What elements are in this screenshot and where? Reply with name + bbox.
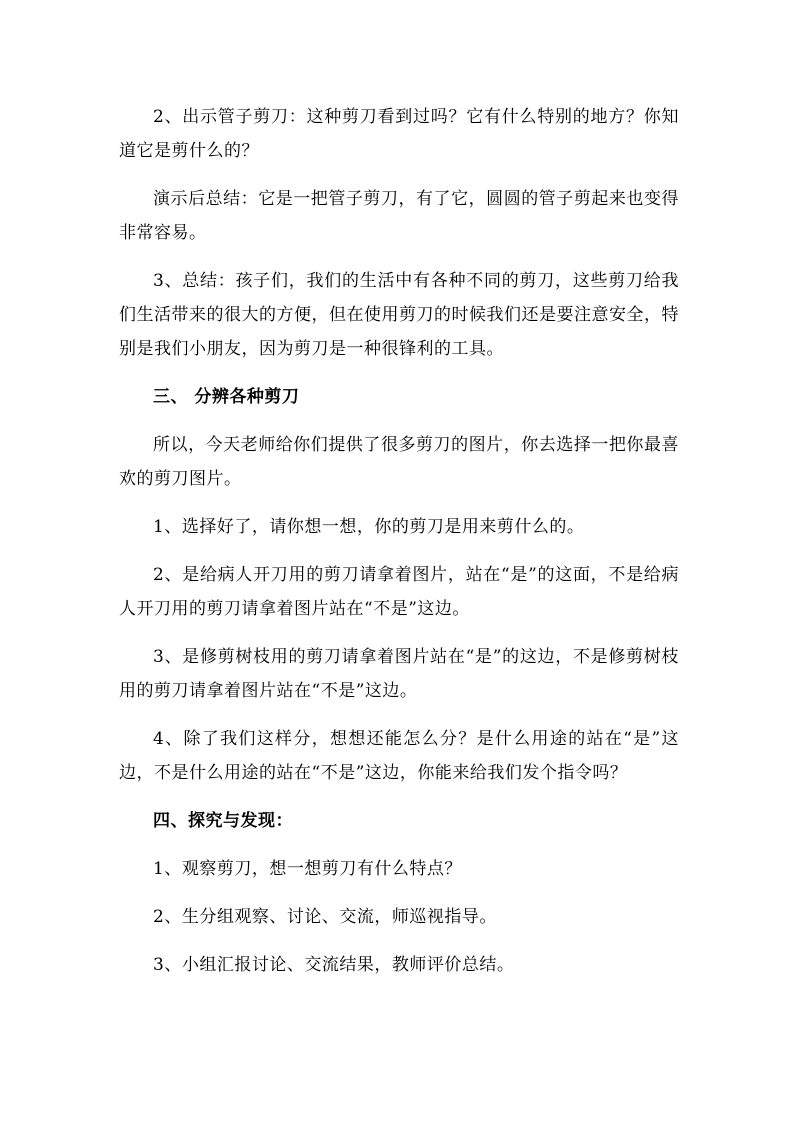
paragraph-8: 3、是修剪树枝用的剪刀请拿着图片站在“是”的这边，不是修剪树枝用的剪刀请拿着图片站在“不是”这边。 bbox=[119, 647, 679, 701]
paragraph-11: 1、观察剪刀，想一想剪刀有什么特点？ bbox=[153, 859, 462, 879]
paragraph-5: 所以，今天老师给你们提供了很多剪刀的图片，你去选择一把你最喜欢的剪刀图片。 bbox=[119, 435, 679, 489]
document-body bbox=[119, 100, 679, 982]
paragraph-6: 1、选择好了，请你想一想，你的剪刀是用来剪什么的。 bbox=[153, 517, 585, 537]
section-heading-4: 四、探究与发现： bbox=[153, 811, 293, 831]
paragraph-3: 3、总结：孩子们，我们的生活中有各种不同的剪刀，这些剪刀给我们生活带来的很大的方便，但在使用剪刀的时候我们还是要注意安全，特别是我们小朋友，因为剪刀是一种很锋利的工具。 bbox=[119, 271, 679, 359]
paragraph-9: 4、除了我们这样分，想想还能怎么分？是什么用途的站在“是”这边，不是什么用途的站在“不是”这边，你能来给我们发个指令吗？ bbox=[119, 729, 679, 783]
section-heading-3: 三、 分辨各种剪刀 bbox=[153, 387, 300, 407]
paragraph-13: 3、小组汇报讨论、交流结果，教师评价总结。 bbox=[153, 955, 515, 975]
paragraph-1: 2、出示管子剪刀：这种剪刀看到过吗？它有什么特别的地方？你知道它是剪什么的？ bbox=[119, 107, 679, 161]
paragraph-2: 演示后总结：它是一把管子剪刀，有了它，圆圆的管子剪起来也变得非常容易。 bbox=[119, 189, 679, 243]
paragraph-7: 2、是给病人开刀用的剪刀请拿着图片，站在“是”的这面，不是给病人开刀用的剪刀请拿着图片站在“不是”这边。 bbox=[119, 565, 679, 619]
paragraph-12: 2、生分组观察、讨论、交流，师巡视指导。 bbox=[153, 907, 497, 927]
